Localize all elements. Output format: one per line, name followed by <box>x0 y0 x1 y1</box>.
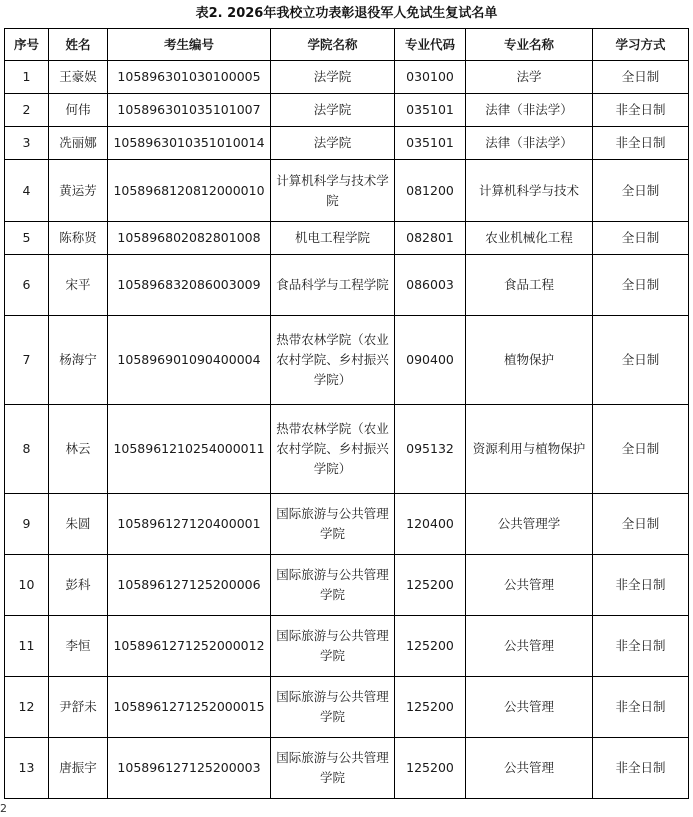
cell-major-code: 125200 <box>395 738 466 799</box>
header-major-code: 专业代码 <box>395 29 466 61</box>
cell-college: 热带农林学院（农业农村学院、乡村振兴学院） <box>271 316 395 405</box>
cell-name: 朱圆 <box>49 494 108 555</box>
cell-name: 彭科 <box>49 555 108 616</box>
cell-candidate-id: 105896301030100005 <box>108 61 271 94</box>
header-major-name: 专业名称 <box>466 29 593 61</box>
cell-name: 陈称贤 <box>49 222 108 255</box>
cell-study-mode: 全日制 <box>593 61 689 94</box>
header-study-mode: 学习方式 <box>593 29 689 61</box>
cell-major-name: 法学 <box>466 61 593 94</box>
table-row <box>5 127 689 160</box>
cell-college: 国际旅游与公共管理学院 <box>271 738 395 799</box>
table-row <box>5 255 689 316</box>
cell-college: 法学院 <box>271 94 395 127</box>
cell-name: 何伟 <box>49 94 108 127</box>
table-row <box>5 61 689 94</box>
cell-major-code: 086003 <box>395 255 466 316</box>
cell-major-code: 082801 <box>395 222 466 255</box>
cell-candidate-id: 1058968120812000010 <box>108 160 271 222</box>
header-college: 学院名称 <box>271 29 395 61</box>
cell-college: 热带农林学院（农业农村学院、乡村振兴学院） <box>271 405 395 494</box>
cell-study-mode: 全日制 <box>593 494 689 555</box>
cell-major-code: 125200 <box>395 677 466 738</box>
cell-major-name: 法律（非法学） <box>466 127 593 160</box>
cell-seq: 13 <box>5 738 49 799</box>
table-row <box>5 94 689 127</box>
cell-major-code: 035101 <box>395 127 466 160</box>
cell-candidate-id: 105896127120400001 <box>108 494 271 555</box>
cell-seq: 12 <box>5 677 49 738</box>
cell-major-code: 090400 <box>395 316 466 405</box>
table-row <box>5 616 689 677</box>
cell-study-mode: 全日制 <box>593 160 689 222</box>
table-row <box>5 316 689 405</box>
cell-major-code: 125200 <box>395 555 466 616</box>
cell-seq: 5 <box>5 222 49 255</box>
cell-seq: 4 <box>5 160 49 222</box>
cell-major-code: 095132 <box>395 405 466 494</box>
cell-candidate-id: 105896802082801008 <box>108 222 271 255</box>
cell-study-mode: 全日制 <box>593 255 689 316</box>
header-seq: 序号 <box>5 29 49 61</box>
table-row <box>5 555 689 616</box>
header-candidate-id: 考生编号 <box>108 29 271 61</box>
cell-college: 法学院 <box>271 127 395 160</box>
cell-study-mode: 非全日制 <box>593 555 689 616</box>
cell-seq: 2 <box>5 94 49 127</box>
cell-major-name: 公共管理 <box>466 555 593 616</box>
cell-college: 法学院 <box>271 61 395 94</box>
cell-seq: 11 <box>5 616 49 677</box>
cell-study-mode: 非全日制 <box>593 616 689 677</box>
cell-major-name: 农业机械化工程 <box>466 222 593 255</box>
cell-candidate-id: 1058961271252000015 <box>108 677 271 738</box>
cell-college: 国际旅游与公共管理学院 <box>271 616 395 677</box>
cell-major-code: 125200 <box>395 616 466 677</box>
cell-major-name: 食品工程 <box>466 255 593 316</box>
cell-candidate-id: 105896301035101007 <box>108 94 271 127</box>
cell-candidate-id: 105896127125200003 <box>108 738 271 799</box>
cell-name: 冼丽娜 <box>49 127 108 160</box>
cell-name: 李恒 <box>49 616 108 677</box>
cell-college: 计算机科学与技术学院 <box>271 160 395 222</box>
cell-study-mode: 非全日制 <box>593 127 689 160</box>
cell-major-name: 资源利用与植物保护 <box>466 405 593 494</box>
table-row <box>5 677 689 738</box>
cell-seq: 1 <box>5 61 49 94</box>
cell-major-name: 公共管理 <box>466 616 593 677</box>
cell-major-code: 081200 <box>395 160 466 222</box>
cell-major-code: 030100 <box>395 61 466 94</box>
roster-table <box>4 28 689 799</box>
cell-seq: 6 <box>5 255 49 316</box>
cell-candidate-id: 105896832086003009 <box>108 255 271 316</box>
cell-name: 王豪娱 <box>49 61 108 94</box>
cell-major-code: 035101 <box>395 94 466 127</box>
cell-name: 林云 <box>49 405 108 494</box>
cell-name: 尹舒未 <box>49 677 108 738</box>
cell-college: 国际旅游与公共管理学院 <box>271 677 395 738</box>
cell-study-mode: 非全日制 <box>593 738 689 799</box>
table-row <box>5 494 689 555</box>
cell-major-name: 植物保护 <box>466 316 593 405</box>
cell-seq: 10 <box>5 555 49 616</box>
table-row <box>5 738 689 799</box>
cell-study-mode: 全日制 <box>593 222 689 255</box>
cell-study-mode: 全日制 <box>593 405 689 494</box>
cell-study-mode: 非全日制 <box>593 94 689 127</box>
cell-major-name: 公共管理学 <box>466 494 593 555</box>
cell-study-mode: 全日制 <box>593 316 689 405</box>
cell-candidate-id: 105896127125200006 <box>108 555 271 616</box>
cell-candidate-id: 105896901090400004 <box>108 316 271 405</box>
page-title: 表2. 2026年我校立功表彰退役军人免试生复试名单 <box>195 6 498 21</box>
cell-major-code: 120400 <box>395 494 466 555</box>
table-row <box>5 222 689 255</box>
table-row <box>5 405 689 494</box>
header-row <box>5 29 689 61</box>
header-name: 姓名 <box>49 29 108 61</box>
cell-college: 食品科学与工程学院 <box>271 255 395 316</box>
cell-major-name: 计算机科学与技术 <box>466 160 593 222</box>
cell-major-name: 法律（非法学） <box>466 94 593 127</box>
cell-study-mode: 非全日制 <box>593 677 689 738</box>
cell-seq: 9 <box>5 494 49 555</box>
page-footer-mark: 2 <box>0 802 7 815</box>
cell-candidate-id: 1058961271252000012 <box>108 616 271 677</box>
cell-name: 宋平 <box>49 255 108 316</box>
cell-candidate-id: 1058961210254000011 <box>108 405 271 494</box>
cell-seq: 7 <box>5 316 49 405</box>
cell-name: 唐振宇 <box>49 738 108 799</box>
table-row <box>5 160 689 222</box>
cell-major-name: 公共管理 <box>466 738 593 799</box>
cell-major-name: 公共管理 <box>466 677 593 738</box>
cell-college: 国际旅游与公共管理学院 <box>271 555 395 616</box>
cell-candidate-id: 1058963010351010014 <box>108 127 271 160</box>
cell-college: 国际旅游与公共管理学院 <box>271 494 395 555</box>
cell-name: 杨海宁 <box>49 316 108 405</box>
cell-college: 机电工程学院 <box>271 222 395 255</box>
cell-name: 黄运芳 <box>49 160 108 222</box>
cell-seq: 8 <box>5 405 49 494</box>
cell-seq: 3 <box>5 127 49 160</box>
